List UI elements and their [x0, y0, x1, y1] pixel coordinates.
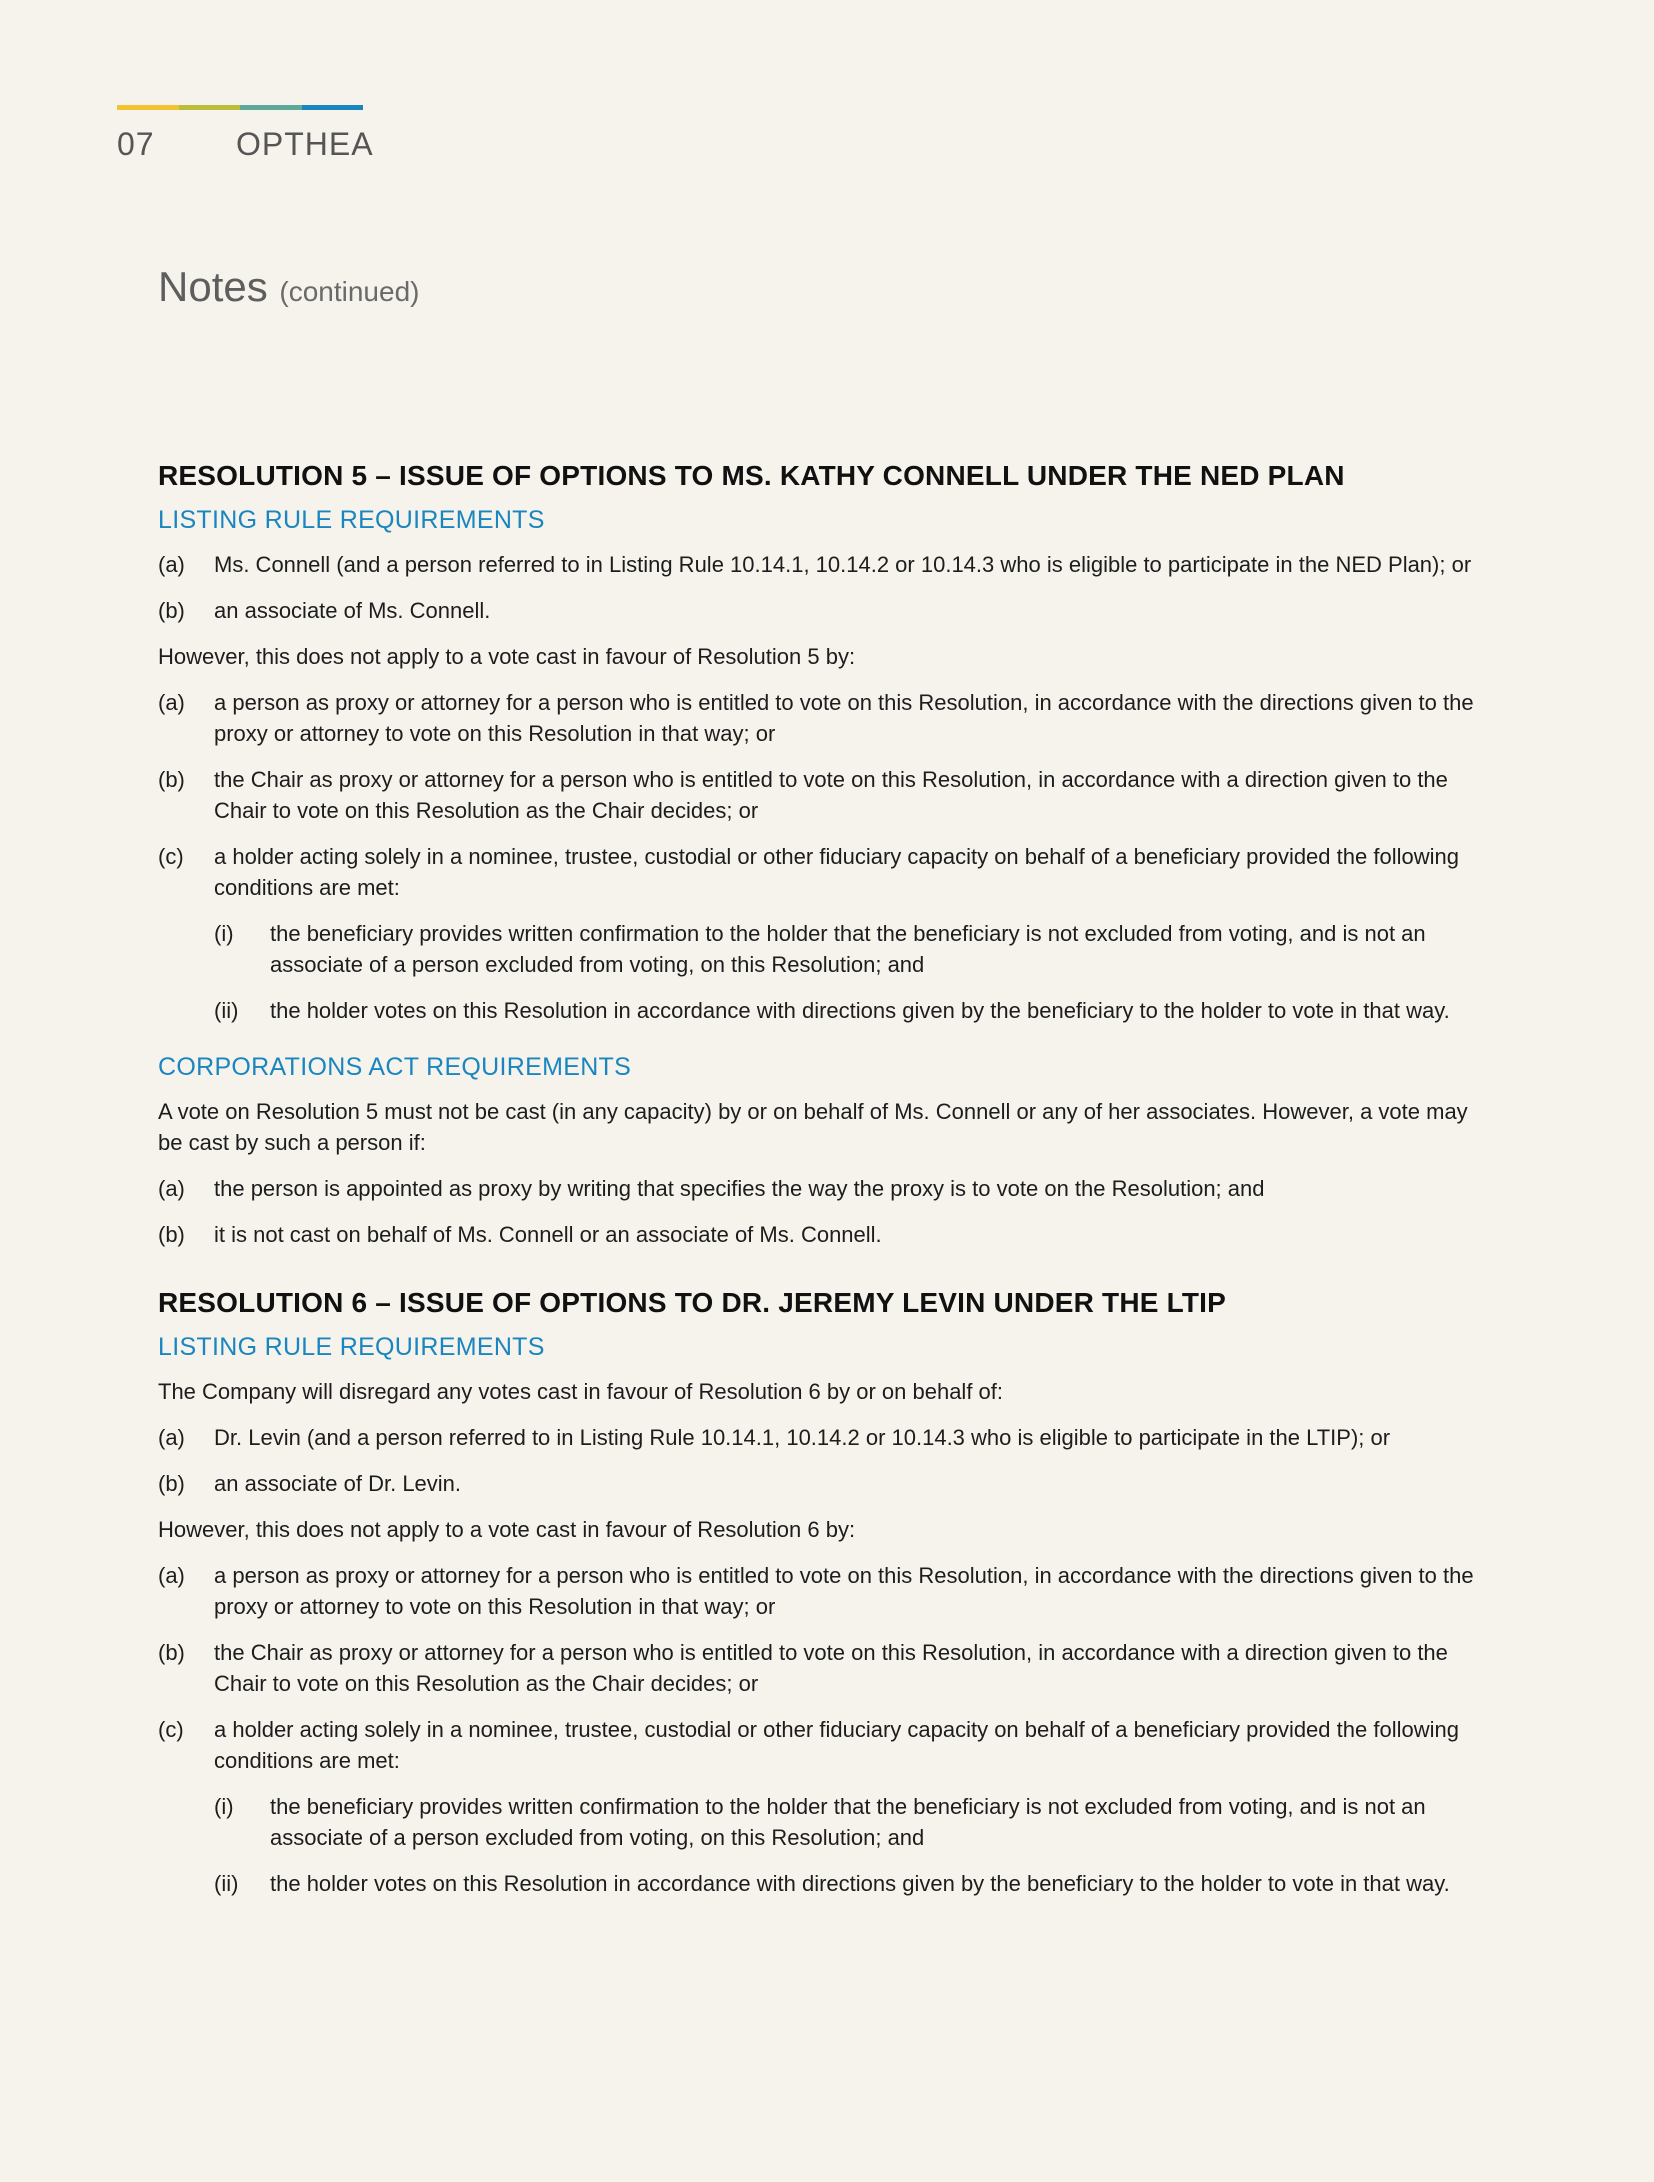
accent-bar-segment: [302, 105, 364, 110]
list-item-text: the beneficiary provides written confirmation to the holder that the beneficiary is not excluded from voting, and is not an associate of a person excluded from voting, on this Resolution; and: [270, 1794, 1426, 1850]
list-item-label: (b): [158, 1222, 185, 1247]
page-title: [158, 263, 419, 311]
sub-list-item: [214, 918, 1498, 980]
list-item-label: (a): [158, 1425, 185, 1450]
list-item-text: it is not cast on behalf of Ms. Connell or an associate of Ms. Connell.: [214, 1222, 882, 1247]
list-item-label: (b): [158, 767, 185, 792]
list-item: [158, 595, 1498, 626]
list-item-label: (a): [158, 690, 185, 715]
list-item: [158, 1173, 1498, 1204]
list-item-label: (i): [214, 1794, 234, 1819]
sub-list-item: [214, 995, 1498, 1026]
list-item: [158, 1637, 1498, 1699]
list-item: [158, 1422, 1498, 1453]
document-body: [158, 460, 1498, 1914]
list-item: [158, 549, 1498, 580]
list-item-text: a holder acting solely in a nominee, trustee, custodial or other fiduciary capacity on behalf of a beneficiary provided the following conditions are met:: [214, 844, 1459, 900]
list-item: [158, 1219, 1498, 1250]
however-paragraph: However, this does not apply to a vote cast in favour of Resolution 6 by:: [158, 1517, 856, 1542]
list-item-text: the person is appointed as proxy by writing that specifies the way the proxy is to vote on the Resolution; and: [214, 1176, 1265, 1201]
list-item-text: the Chair as proxy or attorney for a person who is entitled to vote on this Resolution, in accordance with a direction given to the Chair to vote on this Resolution as the Chair decides; or: [214, 767, 1448, 823]
resolution-6-heading: RESOLUTION 6 – ISSUE OF OPTIONS TO DR. JEREMY LEVIN UNDER THE LTIP: [158, 1287, 1227, 1318]
list-item-label: (b): [158, 1640, 185, 1665]
list-item-label: (a): [158, 1563, 185, 1588]
list-item-text: a person as proxy or attorney for a person who is entitled to vote on this Resolution, in accordance with the directions given to the proxy or attorney to vote on this Resolution in that way; or: [214, 690, 1474, 746]
page-title-text: Notes: [158, 263, 268, 310]
accent-bar-segment: [240, 105, 302, 110]
brand-name: OPTHEA: [236, 126, 374, 162]
intro-paragraph: The Company will disregard any votes cast in favour of Resolution 6 by or on behalf of:: [158, 1379, 1004, 1404]
list-item-text: Dr. Levin (and a person referred to in Listing Rule 10.14.1, 10.14.2 or 10.14.3 who is eligible to participate in the LTIP); or: [214, 1425, 1391, 1450]
list-item-label: (c): [158, 844, 184, 869]
list-item: [158, 1714, 1498, 1776]
resolution-5-heading: RESOLUTION 5 – ISSUE OF OPTIONS TO MS. KATHY CONNELL UNDER THE NED PLAN: [158, 460, 1345, 491]
list-item: [158, 1560, 1498, 1622]
listing-rule-heading: LISTING RULE REQUIREMENTS: [158, 1333, 545, 1361]
list-item-text: an associate of Ms. Connell.: [214, 598, 491, 623]
sub-list-item: [214, 1868, 1498, 1899]
list-item-text: an associate of Dr. Levin.: [214, 1471, 462, 1496]
list-item-text: a holder acting solely in a nominee, trustee, custodial or other fiduciary capacity on behalf of a beneficiary provided the following conditions are met:: [214, 1717, 1459, 1773]
list-item: [158, 687, 1498, 749]
list-item-label: (a): [158, 552, 185, 577]
list-item-label: (ii): [214, 1871, 239, 1896]
accent-bar-segment: [117, 105, 179, 110]
however-paragraph: However, this does not apply to a vote cast in favour of Resolution 5 by:: [158, 644, 856, 669]
page-title-continued: (continued): [279, 276, 420, 307]
page-number: 07: [117, 126, 155, 162]
list-item-text: the holder votes on this Resolution in accordance with directions given by the beneficiary to the holder to vote in that way.: [270, 998, 1450, 1023]
listing-rule-heading: LISTING RULE REQUIREMENTS: [158, 506, 545, 534]
corporations-act-heading: CORPORATIONS ACT REQUIREMENTS: [158, 1053, 632, 1081]
list-item-text: a person as proxy or attorney for a person who is entitled to vote on this Resolution, in accordance with the directions given to the proxy or attorney to vote on this Resolution in that way; or: [214, 1563, 1474, 1619]
list-item-text: Ms. Connell (and a person referred to in Listing Rule 10.14.1, 10.14.2 or 10.14.3 who is eligible to participate in the NED Plan); or: [214, 552, 1472, 577]
list-item-label: (a): [158, 1176, 185, 1201]
list-item: [158, 1468, 1498, 1499]
list-item: [158, 764, 1498, 826]
list-item-label: (b): [158, 598, 185, 623]
list-item: [158, 841, 1498, 903]
accent-bar-segment: [179, 105, 241, 110]
list-item-text: the beneficiary provides written confirmation to the holder that the beneficiary is not excluded from voting, and is not an associate of a person excluded from voting, on this Resolution; and: [270, 921, 1426, 977]
list-item-label: (b): [158, 1471, 185, 1496]
sub-list-item: [214, 1791, 1498, 1853]
list-item-text: the holder votes on this Resolution in accordance with directions given by the beneficiary to the holder to vote in that way.: [270, 1871, 1450, 1896]
accent-bar: [117, 105, 363, 110]
corporations-act-paragraph: A vote on Resolution 5 must not be cast (in any capacity) by or on behalf of Ms. Connell or any of her associates. However, a vote may be cast by such a person if:: [158, 1099, 1468, 1155]
list-item-label: (i): [214, 921, 234, 946]
list-item-label: (ii): [214, 998, 239, 1023]
list-item-label: (c): [158, 1717, 184, 1742]
list-item-text: the Chair as proxy or attorney for a person who is entitled to vote on this Resolution, in accordance with a direction given to the Chair to vote on this Resolution as the Chair decides; or: [214, 1640, 1448, 1696]
